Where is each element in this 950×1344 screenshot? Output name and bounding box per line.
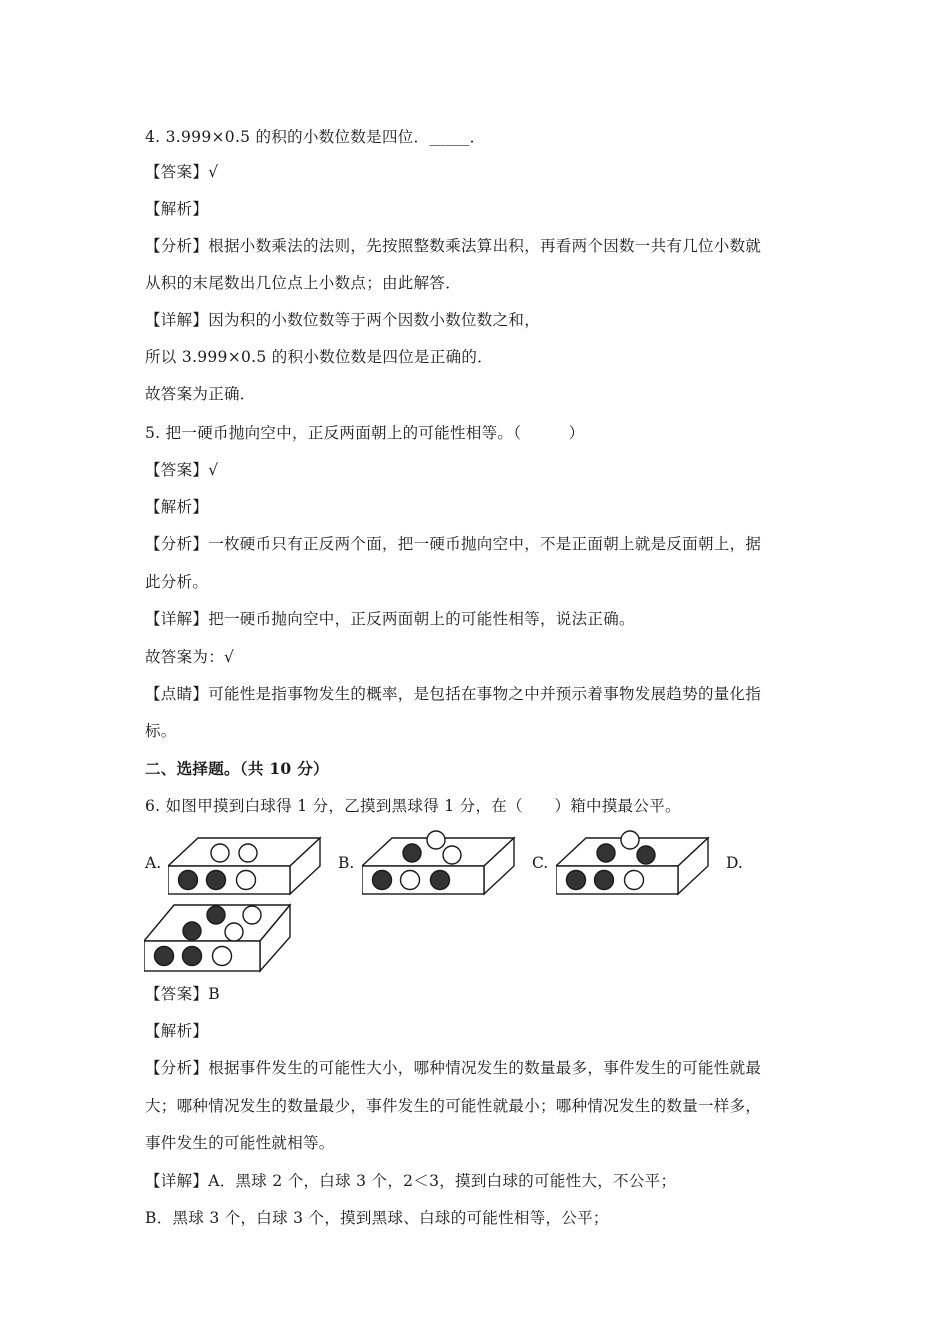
q4-xiangjie-1: 【详解】因为积的小数位数等于两个因数小数位数之和， bbox=[145, 311, 541, 329]
box-c-ball-black bbox=[595, 871, 614, 890]
box-b-ball-black bbox=[373, 871, 392, 890]
box-d-figure bbox=[144, 901, 304, 973]
box-d-ball-white bbox=[225, 923, 243, 941]
box-a-ball-white bbox=[211, 844, 229, 862]
box-d-ball-black bbox=[207, 906, 225, 924]
box-a-figure bbox=[168, 836, 328, 898]
q4-conclusion: 故答案为正确． bbox=[145, 385, 256, 403]
box-b-ball-black bbox=[403, 844, 421, 862]
q4-question: 4. 3.999×0.5 的积的小数位数是四位．_____． bbox=[145, 128, 486, 146]
box-c-ball-white bbox=[625, 871, 644, 890]
q5-answer: 【答案】√ bbox=[145, 461, 219, 479]
box-b-ball-white bbox=[427, 831, 445, 849]
q4-fenxi-2: 从积的末尾数出几位点上小数点；由此解答． bbox=[145, 274, 462, 292]
q6-question: 6. 如图甲摸到白球得 1 分，乙摸到黑球得 1 分，在（ ）箱中摸最公平。 bbox=[145, 797, 681, 815]
q6-xiangjie-2: B．黑球 3 个，白球 3 个，摸到黑球、白球的可能性相等，公平； bbox=[145, 1209, 609, 1227]
box-c-ball-black bbox=[637, 846, 655, 864]
section-title: 二、选择题。（共 10 分） bbox=[145, 759, 329, 778]
box-a-ball-white bbox=[239, 844, 257, 862]
q5-fenxi-2: 此分析。 bbox=[145, 573, 209, 591]
box-d-ball-white bbox=[243, 906, 261, 924]
box-c-ball-white bbox=[621, 831, 639, 849]
box-b-ball-white bbox=[443, 846, 461, 864]
q6-fenxi-2: 大；哪种情况发生的数量最少，事件发生的可能性就最小；哪种情况发生的数量一样多， bbox=[145, 1097, 762, 1115]
q6-jiexi: 【解析】 bbox=[145, 1022, 209, 1040]
box-d-ball-black bbox=[183, 947, 202, 966]
box-d-ball-white bbox=[213, 947, 232, 966]
q6-answer: 【答案】B bbox=[145, 985, 220, 1003]
box-a-ball-white bbox=[237, 871, 256, 890]
q5-dianjing-1: 【点睛】可能性是指事物发生的概率，是包括在事物之中并预示着事物发展趋势的量化指 bbox=[145, 685, 762, 703]
q5-dianjing-2: 标。 bbox=[145, 722, 177, 740]
q4-answer: 【答案】√ bbox=[145, 163, 219, 181]
box-d-ball-black bbox=[155, 947, 174, 966]
box-d-ball-black bbox=[183, 922, 201, 940]
q4-xiangjie-2: 所以 3.999×0.5 的积小数位数是四位是正确的． bbox=[145, 348, 493, 366]
option-a-label: A. bbox=[145, 854, 162, 872]
q6-xiangjie-1: 【详解】A．黑球 2 个，白球 3 个，2＜3，摸到白球的可能性大，不公平； bbox=[145, 1172, 677, 1190]
option-b-label: B. bbox=[338, 854, 355, 872]
box-b-figure bbox=[362, 826, 522, 898]
option-c-label: C. bbox=[532, 854, 549, 872]
q6-fenxi-3: 事件发生的可能性就相等。 bbox=[145, 1134, 335, 1152]
q5-question: 5. 把一硬币抛向空中，正反两面朝上的可能性相等。（ ） bbox=[145, 424, 585, 442]
q4-jiexi: 【解析】 bbox=[145, 200, 209, 218]
option-d-label: D. bbox=[726, 854, 743, 872]
box-c-figure bbox=[556, 826, 716, 898]
box-a-ball-black bbox=[179, 871, 198, 890]
box-a-ball-black bbox=[207, 871, 226, 890]
box-b-ball-white bbox=[401, 871, 420, 890]
q6-fenxi-1: 【分析】根据事件发生的可能性大小，哪种情况发生的数量最多，事件发生的可能性就最 bbox=[145, 1059, 762, 1077]
q5-conclusion: 故答案为：√ bbox=[145, 648, 235, 666]
q5-fenxi-1: 【分析】一枚硬币只有正反两个面，把一硬币抛向空中，不是正面朝上就是反面朝上，据 bbox=[145, 535, 762, 553]
q5-xiangjie: 【详解】把一硬币抛向空中，正反两面朝上的可能性相等，说法正确。 bbox=[145, 610, 635, 628]
box-c-ball-black bbox=[597, 844, 615, 862]
q4-fenxi-1: 【分析】根据小数乘法的法则，先按照整数乘法算出积，再看两个因数一共有几位小数就 bbox=[145, 237, 762, 255]
box-c-ball-black bbox=[567, 871, 586, 890]
box-b-ball-black bbox=[431, 871, 450, 890]
q5-jiexi: 【解析】 bbox=[145, 498, 209, 516]
